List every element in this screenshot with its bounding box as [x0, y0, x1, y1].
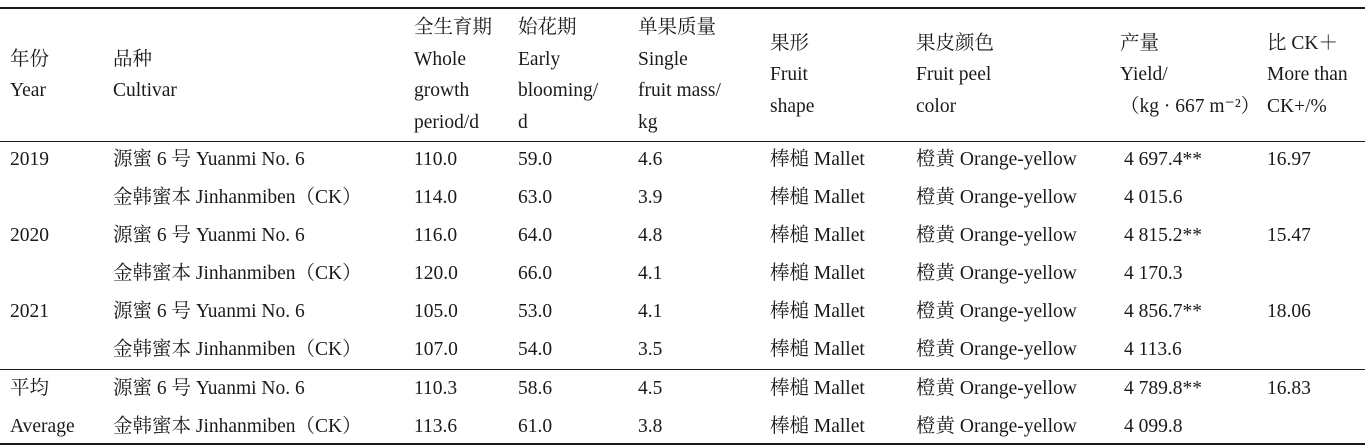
yield-cell: 4 789.8** [1124, 378, 1202, 399]
cultivar-cell: 源蜜 6 号 Yuanmi No. 6 [113, 225, 305, 246]
more-than-ck-cell: 16.83 [1267, 378, 1311, 399]
cultivar-cell: 源蜜 6 号 Yuanmi No. 6 [113, 378, 305, 399]
growth-period-cell: 114.0 [414, 187, 458, 208]
fruit-mass-cell: 3.9 [638, 187, 663, 208]
header-peel-color [916, 10, 994, 140]
yield-cell: 4 856.7** [1124, 301, 1202, 322]
peel-color-cell: 橙黄 Orange-yellow [916, 263, 1077, 284]
yield-cell: 4 099.8 [1124, 416, 1183, 437]
early-blooming-cell: 63.0 [518, 187, 553, 208]
header-mass-zh: 单果质量 [638, 17, 717, 38]
header-bottom-rule [0, 141, 1365, 142]
growth-period-cell: 107.0 [414, 339, 458, 360]
header-ck-en-1: More than [1267, 64, 1348, 86]
header-peel-zh: 果皮颜色 [916, 32, 995, 54]
header-ck-en-2: CK+/% [1267, 95, 1327, 117]
header-fruit-shape [770, 10, 814, 140]
fruit-shape-cell: 棒槌 Mallet [770, 378, 865, 399]
header-mass-en-2: fruit mass/ [638, 80, 721, 101]
peel-color-cell: 橙黄 Orange-yellow [916, 187, 1077, 208]
header-yield-en-1: Yield/ [1120, 64, 1168, 86]
fruit-mass-cell: 4.1 [638, 301, 663, 322]
header-shape-zh: 果形 [770, 32, 810, 54]
header-bloom-en-3: d [518, 111, 528, 133]
growth-period-cell: 110.3 [414, 378, 458, 399]
fruit-shape-cell: 棒槌 Mallet [770, 225, 865, 246]
header-year-zh: 年份 [10, 48, 50, 70]
peel-color-cell: 橙黄 Orange-yellow [916, 301, 1077, 322]
yield-cell: 4 113.6 [1124, 339, 1182, 360]
fruit-shape-cell: 棒槌 Mallet [770, 301, 865, 322]
header-peel-en-1: Fruit peel [916, 64, 992, 86]
early-blooming-cell: 58.6 [518, 378, 553, 399]
header-bloom-zh: 始花期 [518, 17, 577, 38]
year-cell: 平均 [10, 378, 50, 399]
early-blooming-cell: 59.0 [518, 149, 553, 170]
growth-period-cell: 116.0 [414, 225, 458, 246]
fruit-shape-cell: 棒槌 Mallet [770, 339, 865, 360]
header-shape-en-1: Fruit [770, 64, 808, 86]
header-growth-zh: 全生育期 [414, 17, 493, 38]
header-growth-en-1: Whole [414, 48, 466, 70]
header-early-blooming [518, 10, 598, 140]
peel-color-cell: 橙黄 Orange-yellow [916, 339, 1077, 360]
growth-period-cell: 113.6 [414, 416, 458, 437]
fruit-shape-cell: 棒槌 Mallet [770, 149, 865, 170]
yield-cell: 4 170.3 [1124, 263, 1183, 284]
more-than-ck-cell: 18.06 [1267, 301, 1311, 322]
fruit-mass-cell: 4.6 [638, 149, 663, 170]
header-year-en: Year [10, 80, 46, 101]
header-growth-en-2: growth [414, 80, 470, 101]
fruit-shape-cell: 棒槌 Mallet [770, 187, 865, 208]
yield-cell: 4 015.6 [1124, 187, 1183, 208]
header-peel-en-2: color [916, 95, 957, 117]
growth-period-cell: 110.0 [414, 149, 458, 170]
fruit-mass-cell: 4.1 [638, 263, 663, 284]
early-blooming-cell: 53.0 [518, 301, 553, 322]
cultivar-cell: 源蜜 6 号 Yuanmi No. 6 [113, 149, 305, 170]
early-blooming-cell: 66.0 [518, 263, 553, 284]
early-blooming-cell: 54.0 [518, 339, 553, 360]
growth-period-cell: 105.0 [414, 301, 458, 322]
peel-color-cell: 橙黄 Orange-yellow [916, 149, 1077, 170]
header-growth-period [414, 10, 492, 140]
fruit-mass-cell: 4.5 [638, 378, 663, 399]
cultivar-cell: 金韩蜜本 Jinhanmiben（CK） [113, 263, 362, 284]
table-top-rule [0, 7, 1365, 9]
header-bloom-en-1: Early [518, 48, 561, 70]
header-cultivar-en: Cultivar [113, 80, 177, 101]
header-yield-en-2: （kg · 667 m⁻²） [1120, 95, 1261, 117]
fruit-shape-cell: 棒槌 Mallet [770, 416, 865, 437]
cultivar-cell: 金韩蜜本 Jinhanmiben（CK） [113, 339, 362, 360]
header-year [10, 10, 49, 140]
growth-period-cell: 120.0 [414, 263, 458, 284]
year-cell: 2019 [10, 149, 49, 170]
cultivar-cell: 金韩蜜本 Jinhanmiben（CK） [113, 416, 362, 437]
fruit-mass-cell: 3.8 [638, 416, 663, 437]
header-cultivar [113, 10, 177, 140]
peel-color-cell: 橙黄 Orange-yellow [916, 378, 1077, 399]
early-blooming-cell: 61.0 [518, 416, 553, 437]
cultivar-cell: 源蜜 6 号 Yuanmi No. 6 [113, 301, 305, 322]
header-mass-en-3: kg [638, 111, 658, 133]
fruit-shape-cell: 棒槌 Mallet [770, 263, 865, 284]
header-bloom-en-2: blooming/ [518, 80, 599, 101]
header-yield-zh: 产量 [1120, 32, 1160, 54]
more-than-ck-cell: 16.97 [1267, 149, 1311, 170]
header-shape-en-2: shape [770, 95, 815, 117]
year-cell: Average [10, 416, 75, 437]
more-than-ck-cell: 15.47 [1267, 225, 1311, 246]
header-mass-en-1: Single [638, 48, 688, 70]
early-blooming-cell: 64.0 [518, 225, 553, 246]
header-fruit-mass [638, 10, 721, 140]
header-growth-en-3: period/d [414, 111, 479, 133]
peel-color-cell: 橙黄 Orange-yellow [916, 225, 1077, 246]
yield-cell: 4 815.2** [1124, 225, 1202, 246]
header-ck-zh: 比 CK＋ [1267, 32, 1338, 54]
header-cultivar-zh: 品种 [113, 48, 153, 70]
cultivar-cell: 金韩蜜本 Jinhanmiben（CK） [113, 187, 362, 208]
header-yield [1120, 10, 1260, 140]
fruit-mass-cell: 4.8 [638, 225, 663, 246]
peel-color-cell: 橙黄 Orange-yellow [916, 416, 1077, 437]
yield-cell: 4 697.4** [1124, 149, 1202, 170]
fruit-mass-cell: 3.5 [638, 339, 663, 360]
header-more-than-ck [1267, 10, 1348, 140]
year-cell: 2020 [10, 225, 49, 246]
average-section-rule [0, 369, 1365, 370]
table-bottom-rule [0, 443, 1365, 445]
year-cell: 2021 [10, 301, 49, 322]
